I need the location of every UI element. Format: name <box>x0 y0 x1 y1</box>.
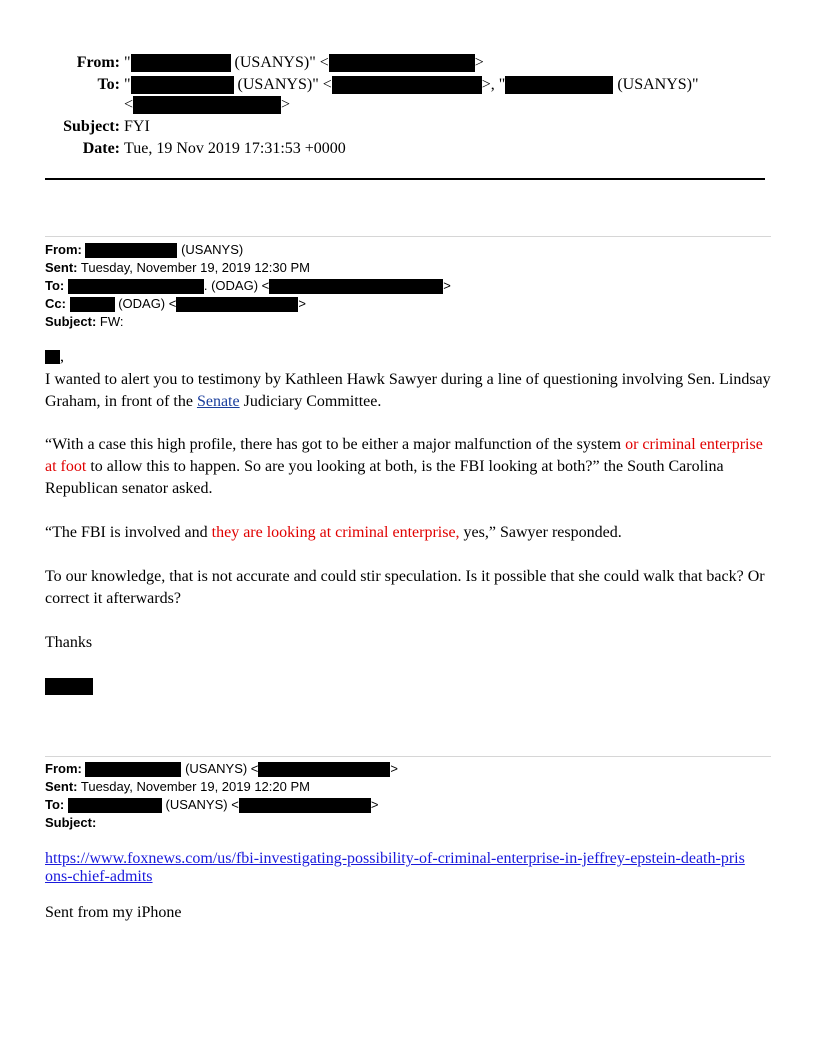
header-to-row-cont: < > <box>124 96 291 113</box>
highlighted-quote: they are looking at criminal enterprise, <box>211 524 460 541</box>
header-from-row: From: " (USANYS)" < > <box>0 52 816 73</box>
senate-link[interactable]: Senate <box>196 393 240 410</box>
redaction <box>85 243 177 258</box>
message1-header <box>45 241 451 331</box>
article-link[interactable]: https://www.foxnews.com/us/fbi-investigating-possibility-of-criminal-enterprise-in-jeffrey-epstein-death-prisons-chief-admits <box>45 850 745 885</box>
redaction <box>68 279 204 294</box>
paragraph-1: I wanted to alert you to testimony by Kathleen Hawk Sawyer during a line of questioning involving Sen. Lindsay Graham, in front of the Senate Judiciary Committee. <box>45 371 771 410</box>
header-date: Tue, 19 Nov 2019 17:31:53 +0000 <box>124 140 346 157</box>
redaction <box>332 76 482 94</box>
thanks: Thanks <box>45 634 93 651</box>
article-link-paragraph <box>45 850 745 886</box>
redaction <box>45 350 60 364</box>
redaction <box>505 76 613 94</box>
redaction <box>269 279 443 294</box>
header-subject: FYI <box>124 118 150 135</box>
redaction <box>68 798 162 813</box>
header-to-row: To: " (USANYS)" < >, " (USANYS)" <box>0 74 816 95</box>
message1-from: From: (USANYS) <box>45 242 244 257</box>
header-subject-label: Subject: <box>63 118 120 135</box>
header-divider <box>45 178 765 180</box>
message2-from: From: (USANYS) < > <box>45 761 398 776</box>
header-from-label: From: <box>76 54 120 71</box>
redaction <box>131 54 231 72</box>
redaction <box>176 297 298 312</box>
redaction <box>239 798 371 813</box>
redaction <box>70 297 115 312</box>
message2-sent: Sent: Tuesday, November 19, 2019 12:20 PM <box>45 779 310 794</box>
header-date-label: Date: <box>82 140 120 157</box>
header-subject-row <box>0 116 816 137</box>
message-divider <box>45 756 771 757</box>
redaction <box>133 96 281 114</box>
redaction <box>85 762 181 777</box>
message2-subject: Subject: <box>45 815 97 830</box>
greeting: , <box>45 346 775 368</box>
paragraph-3: “The FBI is involved and they are looking at criminal enterprise, yes,” Sawyer responded. <box>45 524 622 541</box>
message1-subject: Subject: FW: <box>45 314 124 329</box>
redaction <box>258 762 390 777</box>
redaction <box>131 76 234 94</box>
message2-to: To: (USANYS) < > <box>45 797 379 812</box>
message2-header <box>45 760 398 832</box>
signature: Sent from my iPhone <box>45 904 182 921</box>
header-date-row <box>0 138 816 159</box>
highlighted-quote: or criminal enterprise at foot <box>45 436 763 475</box>
signature-redaction <box>45 678 93 695</box>
message1-cc: Cc: (ODAG) < > <box>45 296 306 311</box>
redaction <box>329 54 475 72</box>
message1-sent: Sent: Tuesday, November 19, 2019 12:30 PM <box>45 260 310 275</box>
header-to-label: To: <box>97 76 120 93</box>
paragraph-2: “With a case this high profile, there has got to be either a major malfunction of the system or criminal enterprise at foot to allow this to happen. So are you looking at both, is the FBI looking at both?” the South Carolina Republican senator asked. <box>45 436 763 497</box>
paragraph-4: To our knowledge, that is not accurate and could stir speculation. Is it possible that she could walk that back? Or correct it afterwards? <box>45 568 765 607</box>
message1-to: To: . (ODAG) < > <box>45 278 451 293</box>
message-divider <box>45 236 771 237</box>
